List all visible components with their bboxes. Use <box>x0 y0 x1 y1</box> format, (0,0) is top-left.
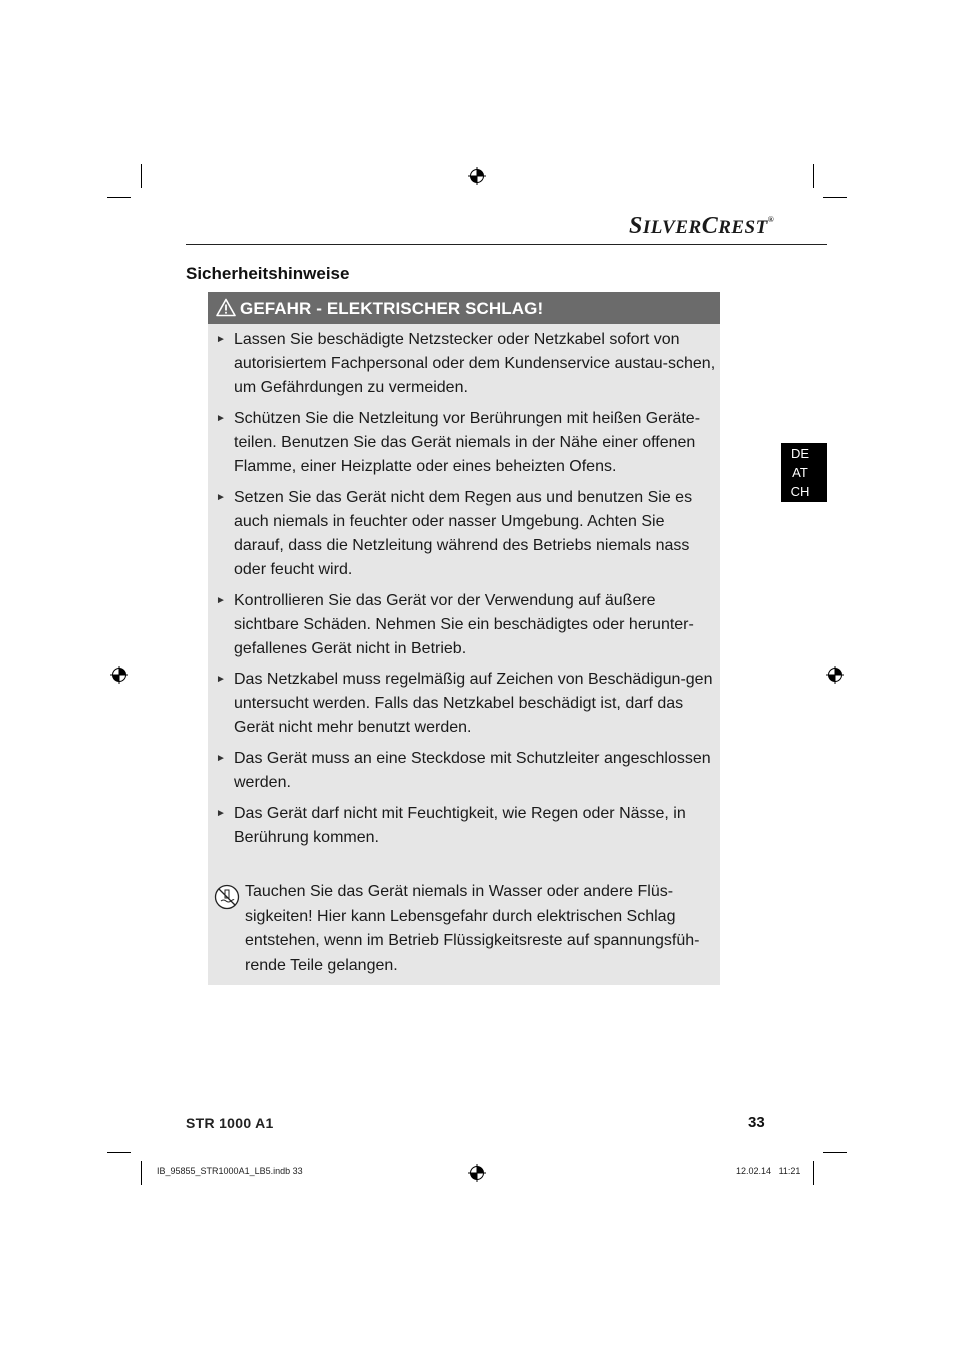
crop-mark <box>107 197 131 198</box>
registration-mark-icon <box>110 666 128 684</box>
header-rule <box>186 244 827 245</box>
no-immersion-icon <box>214 884 240 910</box>
crop-mark <box>823 1152 847 1153</box>
bullet-arrow-icon: ► <box>216 674 226 685</box>
print-slug-date: 12.02.14 11:21 <box>736 1166 801 1176</box>
bullet-arrow-icon: ► <box>216 753 226 764</box>
registration-mark-icon <box>826 666 844 684</box>
warning-title: GEFAHR - ELEKTRISCHER SCHLAG! <box>240 299 544 318</box>
registration-mark-icon <box>468 1164 486 1182</box>
bullet-arrow-icon: ► <box>216 334 226 345</box>
warning-header <box>208 292 720 324</box>
page-number: 33 <box>748 1114 765 1131</box>
bullet-arrow-icon: ► <box>216 808 226 819</box>
list-item: ► Setzen Sie das Gerät nicht dem Regen aus und benutzen Sie es auch niemals in feuchter oder nasser Umgebung. Achten Sie darauf, dass die Netzleitung während des Betriebs niemals nass oder feucht wird. <box>208 486 720 582</box>
language-code: AT <box>792 465 808 480</box>
bullet-arrow-icon: ► <box>216 492 226 503</box>
language-tab <box>781 443 827 502</box>
model-number: STR 1000 A1 <box>186 1115 274 1131</box>
crop-mark <box>813 164 814 188</box>
registration-mark-icon <box>468 167 486 185</box>
bullet-arrow-icon: ► <box>216 595 226 606</box>
crop-mark <box>141 164 142 188</box>
crop-mark <box>141 1161 142 1185</box>
section-title: Sicherheitshinweise <box>186 264 350 283</box>
language-code: DE <box>790 446 810 461</box>
list-item: ► Das Gerät muss an eine Steckdose mit Schutzleiter angeschlossen werden. <box>208 747 720 795</box>
crop-mark <box>813 1161 814 1185</box>
crop-mark <box>107 1152 131 1153</box>
list-item: ► Lassen Sie beschädigte Netzstecker oder Netzkabel sofort von autorisiertem Fachpersonal oder dem Kundenservice austau-schen, um Gefährdungen zu vermeiden. <box>208 328 720 400</box>
language-code: CH <box>790 484 810 499</box>
water-warning-text: Tauchen Sie das Gerät niemals in Wasser oder andere Flüs-sigkeiten! Hier kann Lebensgefahr durch elektrischen Schlag entstehen, wenn im Betrieb Flüssigkeitsreste auf spannungsfüh-rende Teile gelangen. <box>245 883 700 974</box>
list-item: ► Das Gerät darf nicht mit Feuchtigkeit, wie Regen oder Nässe, in Berührung kommen. <box>208 802 720 850</box>
list-item: ► Schützen Sie die Netzleitung vor Berührungen mit heißen Geräte-teilen. Benutzen Sie das Gerät niemals in der Nähe einer offenen Flamme, einer Heizplatte oder eines beheizten Ofens. <box>208 407 720 479</box>
list-item: ► Kontrollieren Sie das Gerät vor der Verwendung auf äußere sichtbare Schäden. Nehmen Sie ein beschädigtes oder herunter-gefallenes Gerät nicht in Betrieb. <box>208 589 720 661</box>
brand-logo: SILVERCREST® <box>629 213 775 239</box>
warning-box <box>208 292 720 985</box>
warning-list <box>208 328 720 857</box>
warning-triangle-icon <box>216 298 236 317</box>
crop-mark <box>823 197 847 198</box>
list-item: ► Das Netzkabel muss regelmäßig auf Zeichen von Beschädigun-gen untersucht werden. Falls das Netzkabel beschädigt ist, darf das Gerät nicht mehr benutzt werden. <box>208 668 720 740</box>
print-slug-file: IB_95855_STR1000A1_LB5.indb 33 <box>157 1166 303 1176</box>
bullet-arrow-icon: ► <box>216 413 226 424</box>
